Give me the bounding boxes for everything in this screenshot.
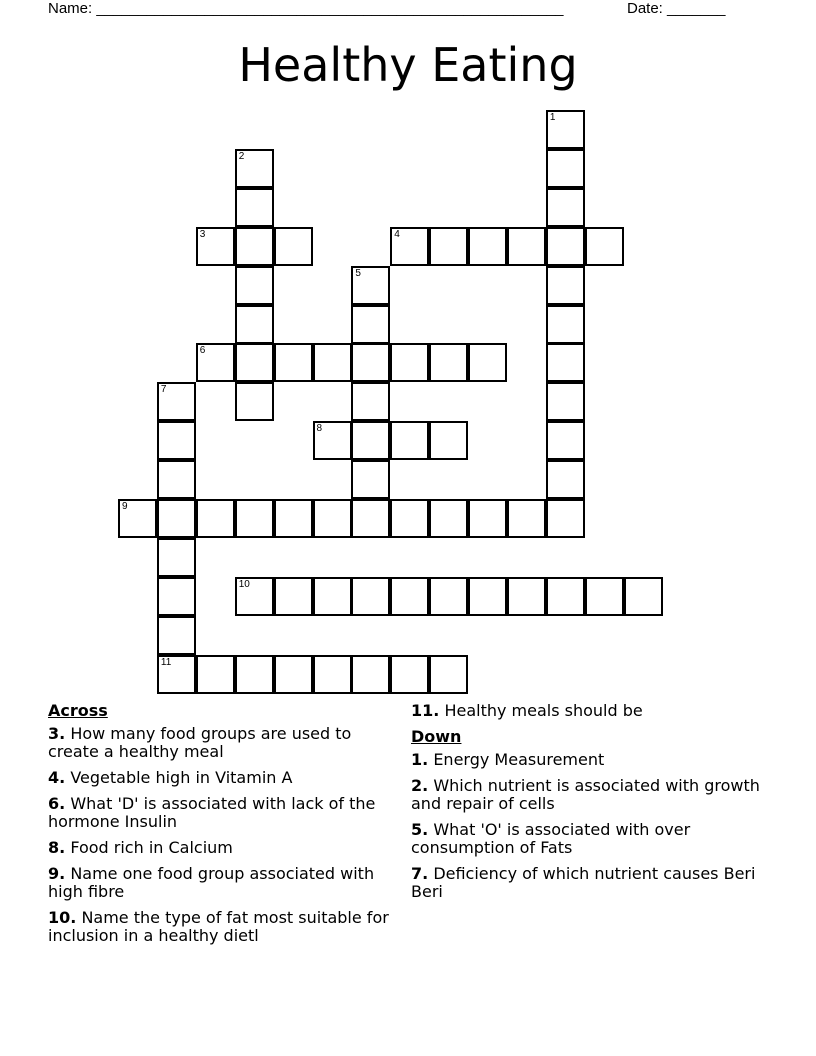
grid-cell[interactable] <box>235 227 274 266</box>
grid-cell[interactable] <box>546 149 585 188</box>
clue-across-9 <box>48 865 393 901</box>
grid-cell[interactable] <box>468 499 507 538</box>
grid-cell[interactable] <box>157 421 196 460</box>
clue-text: What 'O' is associated with over consumption of Fats <box>411 820 691 857</box>
grid-cell[interactable] <box>313 421 352 460</box>
grid-cell[interactable] <box>546 577 585 616</box>
clue-number: 2. <box>411 776 429 795</box>
cell-number: 2 <box>238 150 245 162</box>
grid-cell[interactable] <box>390 499 429 538</box>
clue-number: 8. <box>48 838 66 857</box>
grid-cell[interactable] <box>546 305 585 344</box>
grid-cell[interactable] <box>235 266 274 305</box>
down-clues <box>411 702 766 909</box>
grid-cell[interactable] <box>546 499 585 538</box>
cell-number: 4 <box>394 228 400 240</box>
clue-across-11 <box>411 702 766 720</box>
grid-cell[interactable] <box>351 305 390 344</box>
grid-cell[interactable] <box>157 538 196 577</box>
grid-cell[interactable] <box>351 421 390 460</box>
clue-number: 5. <box>411 820 429 839</box>
grid-cell[interactable] <box>429 227 468 266</box>
grid-cell[interactable] <box>585 227 624 266</box>
clue-text: Name the type of fat most suitable for inclusion in a healthy dietl <box>48 908 389 945</box>
cell-number: 6 <box>199 345 206 357</box>
grid-cell[interactable] <box>157 655 196 694</box>
grid-cell[interactable] <box>351 577 390 616</box>
cell-number: 7 <box>160 384 167 396</box>
grid-cell[interactable] <box>546 382 585 421</box>
puzzle-title: Healthy Eating <box>238 38 578 92</box>
grid-cell[interactable] <box>157 499 196 538</box>
cell-number: 8 <box>316 423 323 435</box>
clue-down-2 <box>411 777 766 813</box>
clue-across-4 <box>48 769 393 787</box>
grid-cell[interactable] <box>624 577 663 616</box>
grid-cell[interactable] <box>196 655 235 694</box>
grid-cell[interactable] <box>235 577 274 616</box>
grid-cell[interactable] <box>351 266 390 305</box>
grid-cell[interactable] <box>507 577 546 616</box>
clue-across-10 <box>48 909 393 945</box>
clue-across-8 <box>48 839 393 857</box>
cell-number: 3 <box>199 228 206 240</box>
grid-cell[interactable] <box>546 110 585 149</box>
grid-cell[interactable] <box>235 655 274 694</box>
clue-down-1 <box>411 751 766 769</box>
grid-cell[interactable] <box>351 655 390 694</box>
grid-cell[interactable] <box>585 577 624 616</box>
clue-text: How many food groups are used to create a healthy meal <box>48 724 352 761</box>
clue-text: What 'D' is associated with lack of the hormone Insulin <box>48 794 376 831</box>
grid-cell[interactable] <box>546 460 585 499</box>
grid-cell[interactable] <box>274 227 313 266</box>
name-field-label: Name: ________________________________________________________ <box>48 0 564 17</box>
grid-cell[interactable] <box>429 655 468 694</box>
grid-cell[interactable] <box>157 616 196 655</box>
clue-number: 3. <box>48 724 66 743</box>
grid-cell[interactable] <box>546 188 585 227</box>
clue-text: Deficiency of which nutrient causes Beri Beri <box>411 864 756 901</box>
grid-cell[interactable] <box>429 343 468 382</box>
grid-cell[interactable] <box>196 227 235 266</box>
grid-cell[interactable] <box>351 499 390 538</box>
grid-cell[interactable] <box>468 227 507 266</box>
grid-cell[interactable] <box>313 499 352 538</box>
clue-text: Vegetable high in Vitamin A <box>70 768 293 787</box>
grid-cell[interactable] <box>468 343 507 382</box>
grid-cell[interactable] <box>157 577 196 616</box>
grid-cell[interactable] <box>157 460 196 499</box>
grid-cell[interactable] <box>390 227 429 266</box>
grid-cell[interactable] <box>313 343 352 382</box>
cell-number: 1 <box>549 112 556 123</box>
grid-cell[interactable] <box>196 343 235 382</box>
grid-cell[interactable] <box>390 577 429 616</box>
clue-down-7 <box>411 865 766 901</box>
clue-number: 7. <box>411 864 429 883</box>
clue-text: Healthy meals should be <box>444 701 643 720</box>
across-heading: Across <box>48 701 108 720</box>
grid-cell[interactable] <box>235 305 274 344</box>
across-clues <box>48 702 393 953</box>
down-heading: Down <box>411 727 462 746</box>
grid-cell[interactable] <box>351 460 390 499</box>
cell-number: 10 <box>238 578 250 590</box>
grid-cell[interactable] <box>235 188 274 227</box>
clue-number: 11. <box>411 701 440 720</box>
grid-cell[interactable] <box>235 343 274 382</box>
grid-cell[interactable] <box>546 266 585 305</box>
grid-cell[interactable] <box>507 499 546 538</box>
clue-text: Energy Measurement <box>433 750 605 769</box>
clue-number: 6. <box>48 794 66 813</box>
grid-cell[interactable] <box>546 227 585 266</box>
grid-cell[interactable] <box>468 577 507 616</box>
grid-cell[interactable] <box>235 149 274 188</box>
grid-cell[interactable] <box>118 499 157 538</box>
grid-cell[interactable] <box>274 499 313 538</box>
clue-number: 1. <box>411 750 429 769</box>
clue-down-5 <box>411 821 766 857</box>
clue-across-3 <box>48 725 393 761</box>
grid-cell[interactable] <box>274 655 313 694</box>
grid-cell[interactable] <box>313 577 352 616</box>
grid-cell[interactable] <box>351 382 390 421</box>
grid-cell[interactable] <box>235 499 274 538</box>
grid-cell[interactable] <box>351 343 390 382</box>
clue-text: Which nutrient is associated with growth and repair of cells <box>411 776 760 813</box>
grid-cell[interactable] <box>274 577 313 616</box>
clue-number: 4. <box>48 768 66 787</box>
clue-number: 9. <box>48 864 66 883</box>
grid-cell[interactable] <box>546 343 585 382</box>
grid-cell[interactable] <box>429 577 468 616</box>
grid-cell[interactable] <box>313 655 352 694</box>
grid-cell[interactable] <box>546 421 585 460</box>
grid-cell[interactable] <box>196 499 235 538</box>
cell-number: 9 <box>122 501 128 512</box>
grid-cell[interactable] <box>390 421 429 460</box>
clue-number: 10. <box>48 908 77 927</box>
grid-cell[interactable] <box>390 343 429 382</box>
grid-cell[interactable] <box>157 382 196 421</box>
grid-cell[interactable] <box>390 655 429 694</box>
clue-text: Name one food group associated with high fibre <box>48 864 375 901</box>
grid-cell[interactable] <box>507 227 546 266</box>
clue-text: Food rich in Calcium <box>70 838 233 857</box>
grid-cell[interactable] <box>429 499 468 538</box>
cell-number: 11 <box>160 656 172 668</box>
grid-cell[interactable] <box>429 421 468 460</box>
grid-cell[interactable] <box>274 343 313 382</box>
clue-across-6 <box>48 795 393 831</box>
grid-cell[interactable] <box>235 382 274 421</box>
cell-number: 5 <box>355 267 361 279</box>
date-field-label: Date: _______ <box>627 0 726 17</box>
